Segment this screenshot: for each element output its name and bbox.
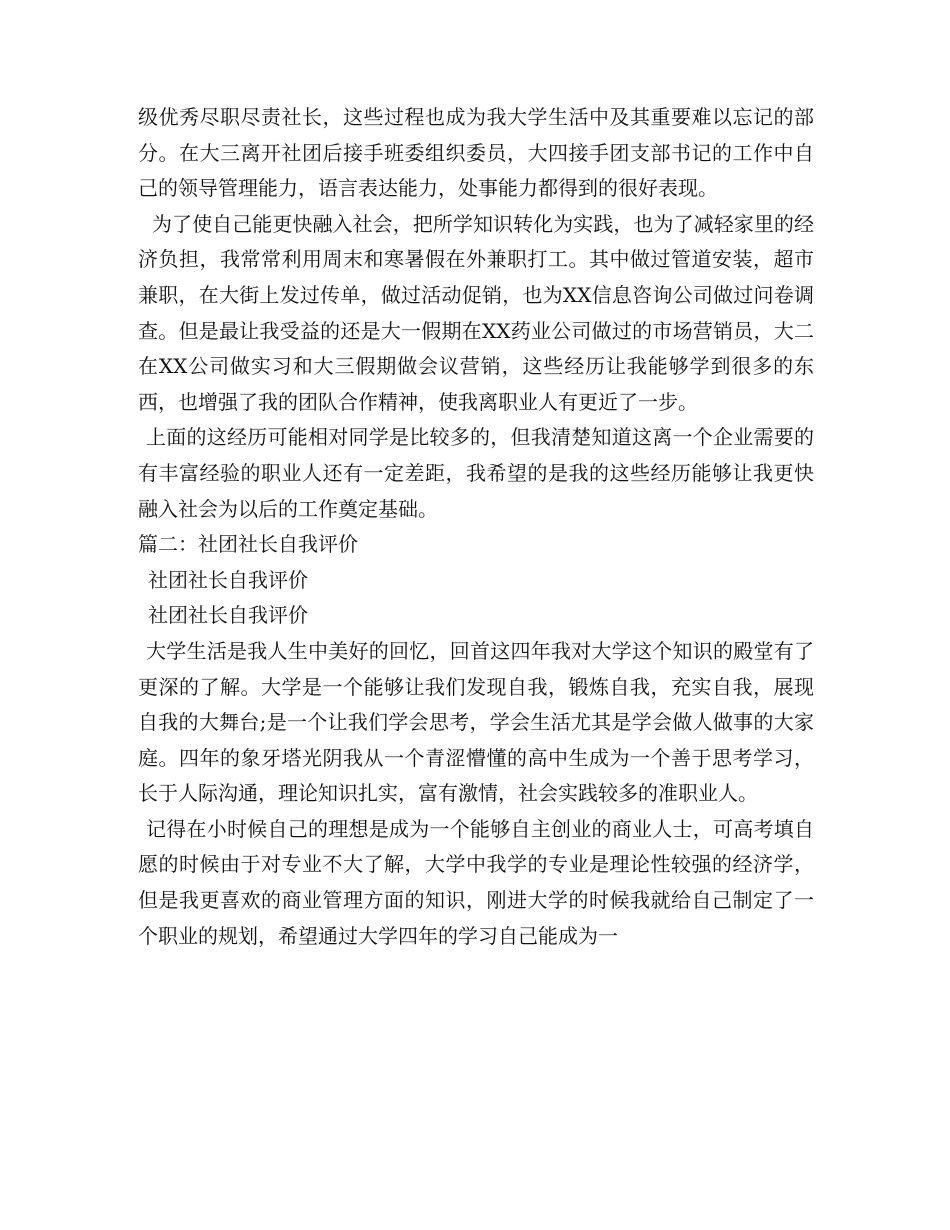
paragraph-experience-summary: 上面的这经历可能相对同学是比较多的，但我清楚知道这离一个企业需要的有丰富经验的职业人还有一定差距，我希望的是我的这些经历能够让我更快融入社会为以后的工作奠定基础。 <box>138 425 814 521</box>
subtitle-second: 社团社长自我评价 <box>148 603 308 628</box>
paragraph-leadership: 级优秀尽职尽责社长，这些过程也成为我大学生活中及其重要难以忘记的部分。在大三离开社团后接手班委组织委员，大四接手团支部书记的工作中自己的领导管理能力，语言表达能力，处事能力都得到的很好表现。 <box>138 105 814 201</box>
section-title: 篇二：社团社长自我评价 <box>138 532 358 557</box>
subtitle-first: 社团社长自我评价 <box>148 567 308 592</box>
paragraph-part-time-work: 为了使自己能更快融入社会，把所学知识转化为实践，也为了减轻家里的经济负担，我常常利用周末和寒暑假在外兼职打工。其中做过管道安装，超市兼职，在大街上发过传单，做过活动促销，也为XX信息咨询公司做过问卷调查。但是最让我受益的还是大一假期在XX药业公司做过的市场营销员，大二在XX公司做实习和大三假期做会议营销，这些经历让我能够学到很多的东西，也增强了我的团队合作精神，使我离职业人有更近了一步。 <box>138 211 814 414</box>
document-body <box>138 100 814 954</box>
paragraph-career-plan: 记得在小时候自己的理想是成为一个能够自主创业的商业人士，可高考填自愿的时候由于对专业不大了解，大学中我学的专业是理论性较强的经济学，但是我更喜欢的商业管理方面的知识，刚进大学的时候我就给自己制定了一个职业的规划，希望通过大学四年的学习自己能成为一 <box>138 816 814 948</box>
paragraph-university-life: 大学生活是我人生中美好的回忆，回首这四年我对大学这个知识的殿堂有了更深的了解。大学是一个能够让我们发现自我，锻炼自我，充实自我，展现自我的大舞台;是一个让我们学会思考，学会生活尤其是学会做人做事的大家庭。四年的象牙塔光阴我从一个青涩懵懂的高中生成为一个善于思考学习，长于人际沟通，理论知识扎实，富有激情，社会实践较多的准职业人。 <box>138 638 814 806</box>
